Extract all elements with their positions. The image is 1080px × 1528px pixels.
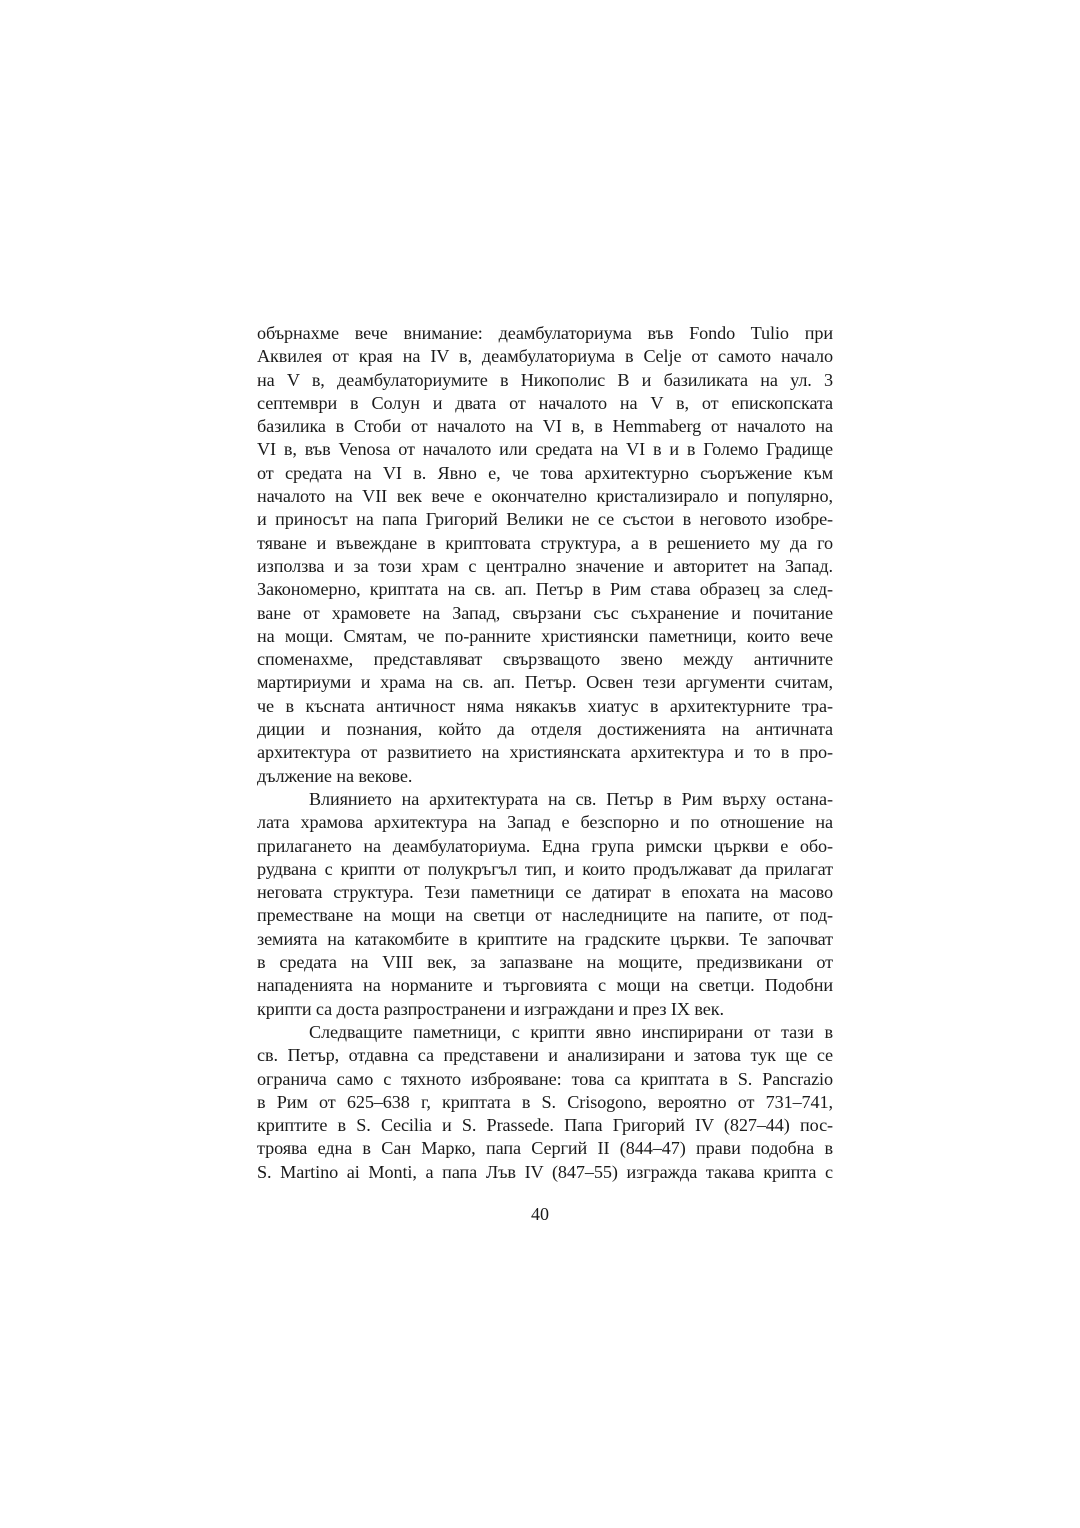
text-line: нападенията на норманите и търговията с мощи на светци. Подобни <box>257 975 833 996</box>
text-line: троява една в Сан Марко, папа Сергий II (844–47) прави подобна в <box>257 1138 833 1159</box>
text-line: мартириуми и храма на св. ап. Петър. Освен тези аргументи считам, <box>257 672 833 693</box>
text-line: криптите в S. Cecilia и S. Prassede. Папа Григорий IV (827–44) пос- <box>257 1115 833 1136</box>
text-line: св. Петър, отдавна са представени и анализирани и затова тук ще се <box>257 1045 833 1066</box>
text-line: на V в, деамбулаториумите в Никополис В и базиликата на ул. 3 <box>257 369 833 390</box>
paragraph <box>257 1021 833 1184</box>
body-text <box>257 322 833 1184</box>
text-line: септември в Солун и двата от началото на V в, от епископската <box>257 392 833 413</box>
text-line: Следващите паметници, с крипти явно инспирирани от тази в <box>309 1021 833 1042</box>
paragraph <box>257 788 833 1021</box>
text-line: споменахме, представляват свързващото звено между античните <box>257 649 833 670</box>
text-line: рудвана с крипти от полукръгъл тип, и които продължават да прилагат <box>257 858 833 879</box>
text-line: началото на VII век вече е окончателно кристализирало и популярно, <box>257 486 833 507</box>
text-line: на мощи. Смятам, че по-ранните християнски паметници, които вече <box>257 625 833 646</box>
text-line: в средата на VIII век, за запазване на мощите, предизвикани от <box>257 952 833 973</box>
text-line: VI в, във Venosa от началото или средата на VI в и в Големо Градище <box>257 439 833 460</box>
text-line: диции и познания, който да отделя достиженията на античната <box>257 719 833 740</box>
text-line: от средата на VI в. Явно е, че това архитектурно съоръжение към <box>257 462 833 483</box>
text-line: крипти са доста разпространени и изграждани и през IX век. <box>257 998 724 1019</box>
text-line: базилика в Стоби от началото на VI в, в Hemmaberg от началото на <box>257 416 833 437</box>
text-line: неговата структура. Тези паметници се датират в епохата на масово <box>257 882 833 903</box>
text-line: S. Martino ai Monti, а папа Лъв IV (847–55) изгражда такава крипта с <box>257 1161 833 1182</box>
text-line: обърнахме вече внимание: деамбулаториума във Fondo Tulio при <box>257 323 833 343</box>
text-line: използва и за този храм с централно значение и авторитет на Запад. <box>257 555 833 576</box>
text-line: Закономерно, криптата на св. ап. Петър в Рим става образец за след- <box>257 579 833 600</box>
text-line: огранича само с тяхното изброяване: това са криптата в S. Pancrazio <box>257 1068 833 1089</box>
text-line: в Рим от 625–638 г, криптата в S. Crisogono, вероятно от 731–741, <box>257 1091 833 1112</box>
text-line: че в късната античност няма някакъв хиатус в архитектурните тра- <box>257 695 833 716</box>
text-line: земията на катакомбите в криптите на градските църкви. Те започват <box>257 928 833 949</box>
text-line: Аквилея от края на IV в, деамбулаториума в Celje от самото начало <box>257 346 833 367</box>
text-line: ване от храмовете на Запад, свързани със съхранение и почитание <box>257 602 833 623</box>
text-line: лата храмова архитектура на Запад е безспорно и по отношение на <box>257 812 833 833</box>
text-line: Влиянието на архитектурата на св. Петър в Рим върху остана- <box>309 788 833 809</box>
text-line: дължение на векове. <box>257 765 413 786</box>
text-line: архитектура от развитието на християнската архитектура и то в про- <box>257 742 833 763</box>
page-number: 40 <box>531 1204 549 1224</box>
text-line: тяване и въвеждане в криптовата структура, а в решението му да го <box>257 532 833 553</box>
text-line: и приносът на папа Григорий Велики не се състои в неговото изобре- <box>257 509 833 530</box>
text-line: преместване на мощи на светци от наследниците на папите, от под- <box>257 905 833 926</box>
paragraph <box>257 322 833 788</box>
text-line: прилагането на деамбулаториума. Една група римски църкви е обо- <box>257 835 833 856</box>
